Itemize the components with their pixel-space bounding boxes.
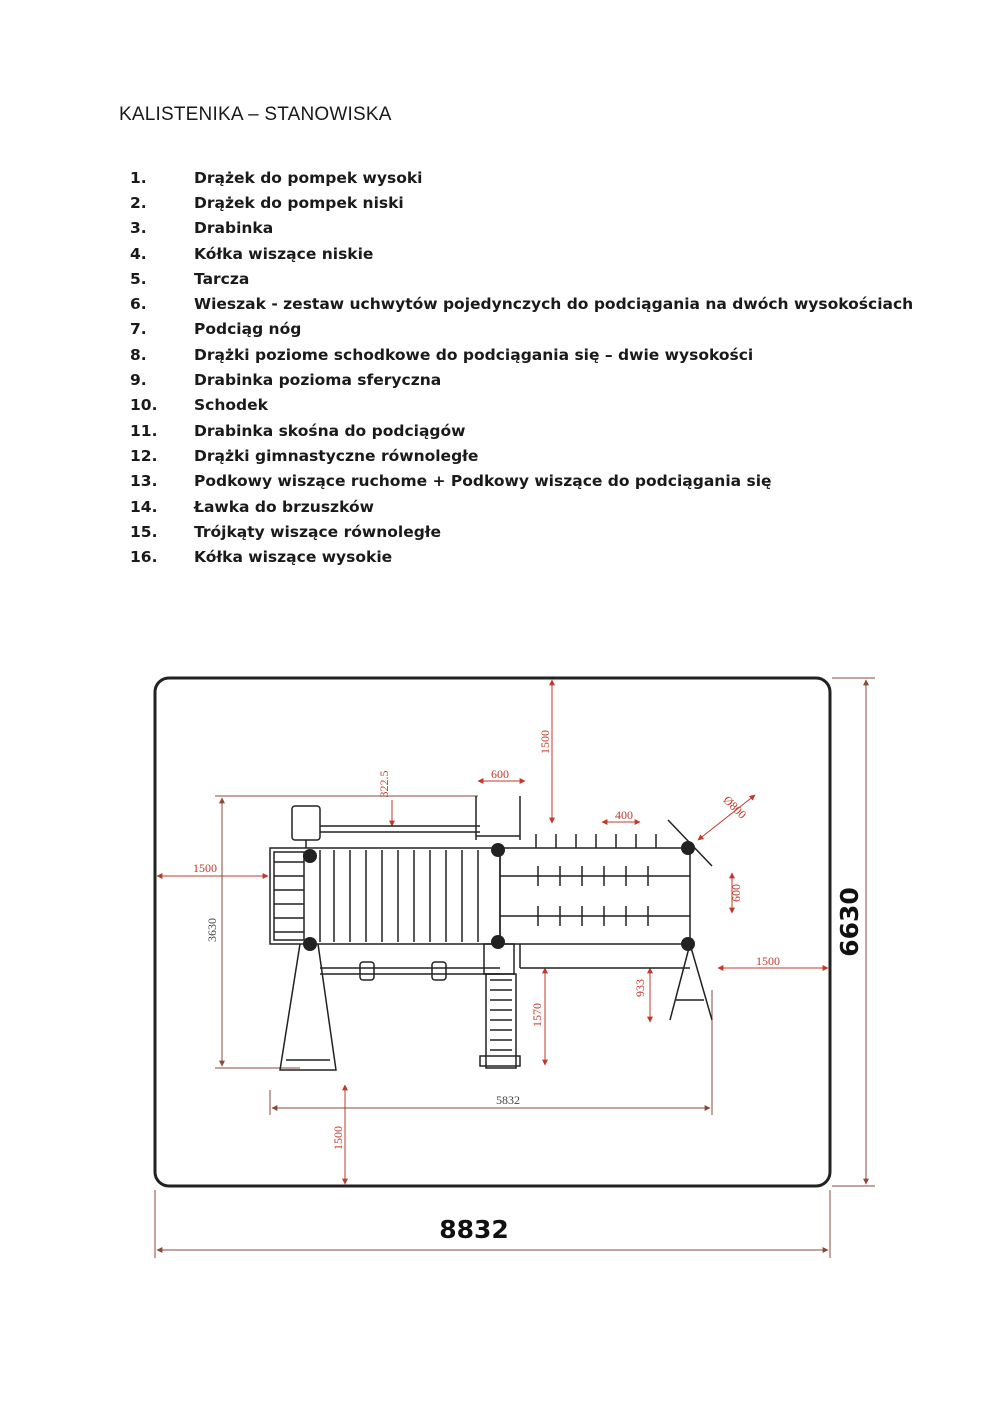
item-label: Drążki poziome schodkowe do podciągania się – dwie wysokości bbox=[194, 345, 754, 364]
item-number: 16. bbox=[130, 548, 158, 567]
item-label: Drabinka bbox=[194, 219, 274, 238]
item-number: 3. bbox=[130, 219, 147, 238]
total-width-label: 8832 bbox=[439, 1215, 509, 1244]
item-label: Drążek do pompek niski bbox=[194, 193, 404, 212]
dim-400: 400 bbox=[615, 808, 633, 822]
left-ladder-structure bbox=[270, 796, 520, 1070]
item-number: 7. bbox=[130, 320, 147, 339]
right-ladder-structure bbox=[500, 820, 712, 1020]
item-label: Drążki gimnastyczne równoległe bbox=[194, 446, 479, 465]
item-label: Wieszak - zestaw uchwytów pojedynczych do podciągania na dwóch wysokościach bbox=[194, 295, 914, 314]
item-label: Drążek do pompek wysoki bbox=[194, 168, 423, 187]
item-label: Kółka wiszące wysokie bbox=[194, 548, 393, 567]
item-label: Podciąg nóg bbox=[194, 320, 302, 339]
dim-right-clearance: 1500 bbox=[756, 954, 780, 968]
page-title: KALISTENIKA – STANOWISKA bbox=[119, 104, 392, 125]
item-label: Schodek bbox=[194, 396, 268, 415]
total-height-label: 6630 bbox=[835, 887, 864, 957]
safety-zone-outline bbox=[155, 678, 830, 1186]
dim-322-5: 322.5 bbox=[377, 770, 391, 798]
dim-diameter: Ø800 bbox=[720, 792, 750, 822]
item-label: Tarcza bbox=[194, 269, 250, 288]
dim-933: 933 bbox=[633, 979, 647, 997]
dim-left-clearance: 1500 bbox=[193, 861, 217, 875]
dim-600-side: 600 bbox=[729, 884, 743, 902]
item-number: 4. bbox=[130, 244, 147, 263]
dim-1570: 1570 bbox=[530, 1003, 544, 1027]
item-label: Ławka do brzuszków bbox=[194, 497, 374, 516]
dim-structure-width: 5832 bbox=[496, 1093, 520, 1107]
item-number: 6. bbox=[130, 295, 147, 314]
item-label: Drabinka pozioma sferyczna bbox=[194, 371, 442, 390]
item-number: 14. bbox=[130, 497, 158, 516]
item-number: 2. bbox=[130, 193, 147, 212]
dim-top-clearance: 1500 bbox=[538, 730, 552, 754]
dim-structure-height: 3630 bbox=[205, 918, 219, 942]
item-label: Kółka wiszące niskie bbox=[194, 244, 374, 263]
item-label: Trójkąty wiszące równoległe bbox=[194, 522, 442, 541]
item-number: 15. bbox=[130, 522, 158, 541]
item-number: 5. bbox=[130, 269, 147, 288]
item-number: 13. bbox=[130, 472, 158, 491]
dim-600-top: 600 bbox=[491, 767, 509, 781]
item-number: 11. bbox=[130, 421, 158, 440]
structure-dimensions bbox=[215, 796, 712, 1115]
center-bench bbox=[480, 944, 520, 1068]
right-post-joints bbox=[681, 841, 695, 951]
item-label: Drabinka skośna do podciągów bbox=[194, 421, 466, 440]
dim-bottom-clearance: 1500 bbox=[331, 1126, 345, 1150]
item-number: 10. bbox=[130, 396, 158, 415]
item-number: 9. bbox=[130, 371, 147, 390]
item-number: 8. bbox=[130, 345, 147, 364]
item-label: Podkowy wiszące ruchome + Podkowy wiszące do podciągania się bbox=[194, 472, 772, 491]
item-number: 1. bbox=[130, 168, 147, 187]
item-number: 12. bbox=[130, 446, 158, 465]
